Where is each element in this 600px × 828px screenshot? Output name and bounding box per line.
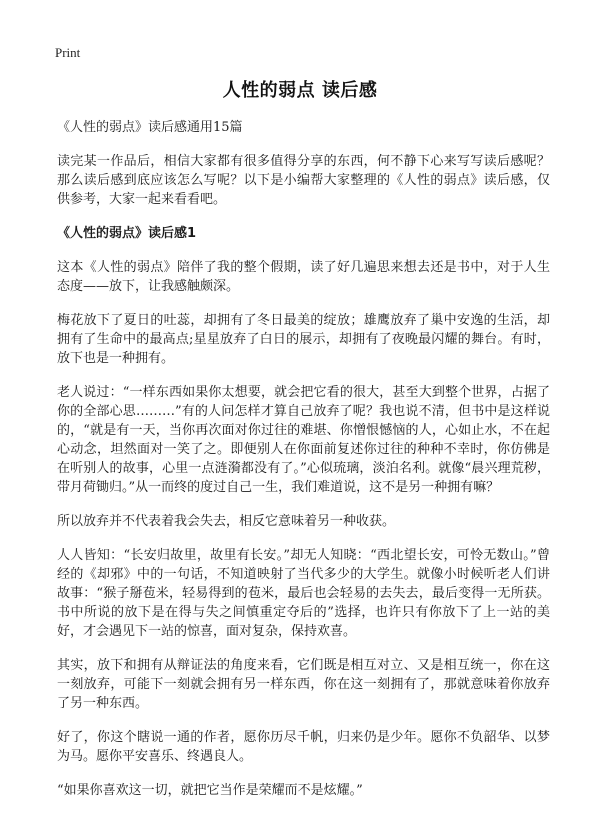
body-paragraph: 梅花放下了夏日的吐蕊，却拥有了冬日最美的绽放；雄鹰放弃了巢中安逸的生活，却拥有了生命中的最高点;星星放弃了白日的展示，却拥有了夜晚最闪耀的舞台。有时，放下也是一种拥有。: [57, 313, 550, 366]
body-paragraph: 所以放弃并不代表着我会失去，相反它意味着另一种收获。: [57, 514, 396, 529]
page-title: 人性的弱点 读后感: [222, 80, 378, 101]
body-paragraph: 好了，你这个瞎说一通的作者，愿你历尽千帆，归来仍是少年。愿你不负韶华、以梦为马。愿你平安喜乐、终遇良人。: [57, 730, 550, 764]
body-paragraph: 老人说过：“一样东西如果你太想要，就会把它看的很大，甚至大到整个世界，占据了你的全部心思………”有的人问怎样才算自己放弃了呢？我也说不清，但书中是这样说的，“就是有一天，当你再次面对你过往的难堪、你憎恨憾恼的人，心如止水，不在起心动念，坦然面对一笑了之。即便别人在你面前复述你过往的种种不幸时，你仿佛是在听别人的故事，心里一点涟漪都没有了。”心似琉璃，淡泊名利。就像“晨兴理荒秽，带月荷锄归。”从一而终的度过自己一生，我们难道说，这不是另一种拥有嘛？: [57, 385, 550, 495]
body-paragraph: 这本《人性的弱点》陪伴了我的整个假期，读了好几遍思来想去还是书中，对于人生态度——放下，让我感触颇深。: [57, 260, 550, 294]
intro-paragraph: 读完某一作品后，相信大家都有很多值得分享的东西，何不静下心来写写读后感呢？那么读后感到底应该怎么写呢？以下是小编帮大家整理的《人性的弱点》读后感，仅供参考，大家一起来看看吧。: [57, 154, 550, 207]
print-link[interactable]: Print: [55, 45, 81, 60]
body-paragraph: 其实，放下和拥有从辩证法的角度来看，它们既是相互对立、又是相互统一，你在这一刻放弃，可能下一刻就会拥有另一样东西，你在这一刻拥有了，那就意味着你放弃了另一种东西。: [57, 658, 550, 711]
document-body: [57, 118, 550, 815]
section-heading: 《人性的弱点》读后感1: [57, 226, 197, 241]
body-paragraph: 人人皆知：“长安归故里，故里有长安。”却无人知晓：“西北望长安，可怜无数山。”曾经的《却邪》中的一句话，不知道映射了当代多少的大学生。就像小时候听老人们讲故事：“猴子掰苞米，轻易得到的苞米，最后也会轻易的去失去，最后变得一无所获。书中所说的放下是在得与失之间慎重定夺后的”选择，也许只有你放下了上一站的美好，才会遇见下一站的惊喜，面对复杂，保持欢喜。: [57, 548, 550, 639]
body-paragraph: “如果你喜欢这一切，就把它当作是荣耀而不是炫耀。”: [57, 783, 363, 798]
document-subtitle: 《人性的弱点》读后感通用15篇: [57, 120, 243, 135]
